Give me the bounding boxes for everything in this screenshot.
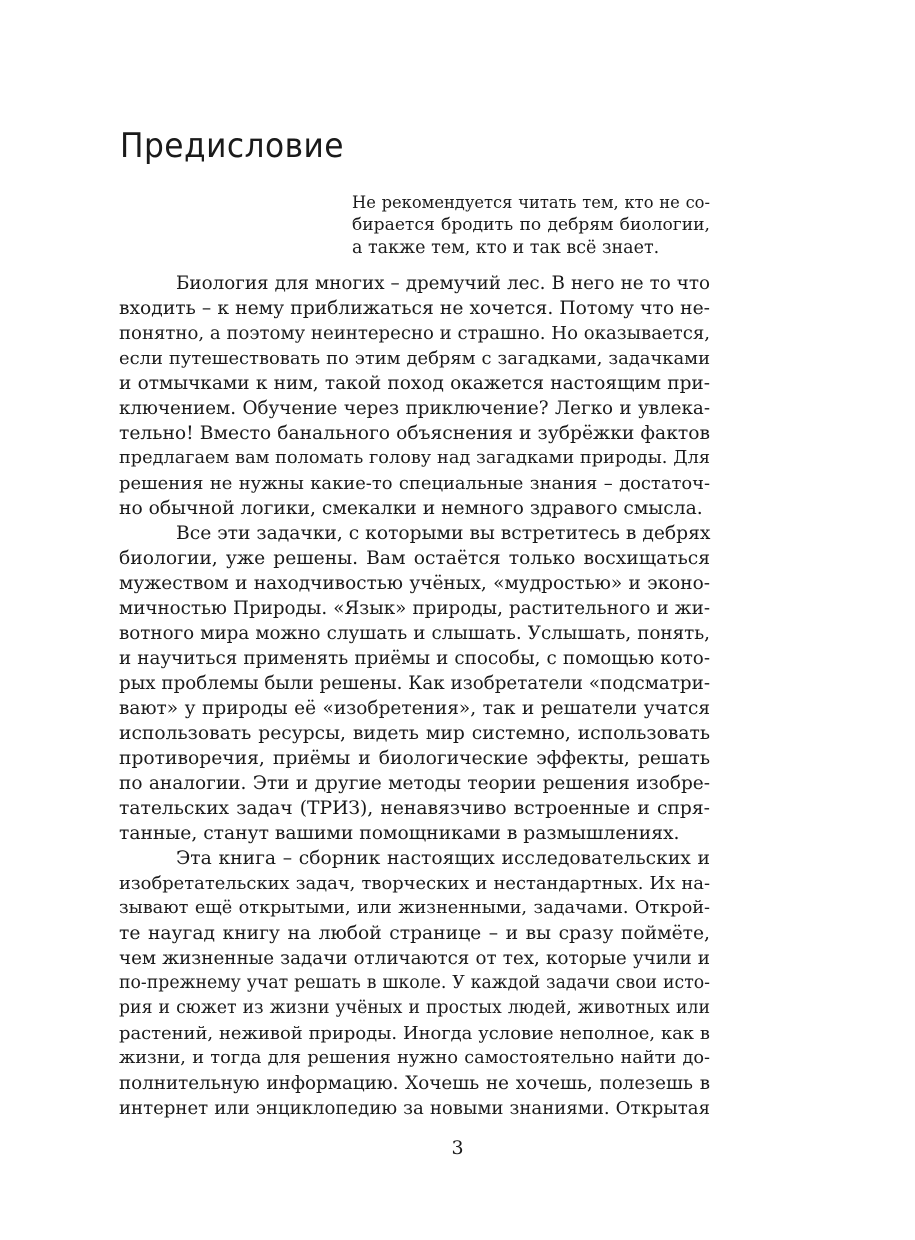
text-line: мужеством и находчивостью учёных, «мудростью» и эконо-	[119, 573, 710, 594]
text-line: Все эти задачки, с которыми вы встретитесь в дебрях	[176, 523, 711, 544]
epigraph-line: а также тем, кто и так всё знает.	[352, 238, 660, 258]
text-line: рия и сюжет из жизни учёных и простых людей, животных или	[119, 998, 710, 1018]
text-line: вают» у природы её «изобретения», так и решатели учатся	[119, 698, 710, 719]
text-line: полнительную информацию. Хочешь не хочешь, полезешь в	[119, 1073, 710, 1094]
text-line: растений, неживой природы. Иногда условие неполное, как в	[119, 1023, 710, 1044]
text-line: по-прежнему учат решать в школе. У каждой задачи свои исто-	[119, 973, 710, 993]
text-line: Биология для многих – дремучий лес. В него не то что	[176, 273, 710, 294]
text-line: тельно! Вместо банального объяснения и зубрёжки фактов	[119, 423, 710, 444]
text-line: вотного мира можно слушать и слышать. Услышать, понять,	[119, 623, 710, 644]
text-line: зывают ещё открытыми, или жизненными, задачами. Открой-	[119, 898, 710, 918]
text-line: изобретательских задач, творческих и нестандартных. Их на-	[119, 873, 710, 894]
text-line: использовать ресурсы, видеть мир системно, использовать	[119, 723, 710, 744]
text-line: если путешествовать по этим дебрям с загадками, задачками	[119, 348, 710, 369]
text-line: чем жизненные задачи отличаются от тех, которые учили и	[119, 948, 710, 969]
page-number: 3	[451, 1137, 464, 1159]
body-text	[119, 271, 710, 1121]
text-line: Эта книга – сборник настоящих исследовательских и	[176, 848, 710, 869]
text-line: рых проблемы были решены. Как изобретатели «подсматри-	[119, 673, 710, 694]
text-line: интернет или энциклопедию за новыми знаниями. Открытая	[119, 1098, 710, 1119]
text-line: биологии, уже решены. Вам остаётся только восхищаться	[119, 548, 710, 569]
text-line: ключением. Обучение через приключение? Легко и увлека-	[119, 398, 710, 419]
epigraph-line: бирается бродить по дебрям биологии,	[352, 215, 710, 235]
text-line: входить – к нему приближаться не хочется. Потому что не-	[119, 298, 710, 319]
text-line: жизни, и тогда для решения нужно самостоятельно найти до-	[119, 1048, 710, 1068]
chapter-title: Предисловие	[120, 126, 344, 166]
text-line: и научиться применять приёмы и способы, с помощью кото-	[119, 648, 710, 669]
text-line: те наугад книгу на любой странице – и вы сразу поймёте,	[119, 923, 710, 944]
epigraph	[352, 191, 710, 260]
text-line: мичностью Природы. «Язык» природы, растительного и жи-	[119, 598, 710, 619]
text-line: тательских задач (ТРИЗ), ненавязчиво встроенные и спря-	[119, 798, 710, 819]
text-line: но обычной логики, смекалки и немного здравого смысла.	[119, 498, 703, 519]
text-line: решения не нужны какие-то специальные знания – достаточ-	[119, 473, 710, 494]
text-line: понятно, а поэтому неинтересно и страшно. Но оказывается,	[119, 323, 710, 344]
text-line: противоречия, приёмы и биологические эффекты, решать	[119, 748, 710, 769]
text-line: по аналогии. Эти и другие методы теории решения изобре-	[119, 773, 710, 794]
text-line: и отмычками к ним, такой поход окажется настоящим при-	[119, 373, 710, 394]
epigraph-line: Не рекомендуется читать тем, кто не со-	[352, 193, 710, 212]
text-line: предлагаем вам поломать голову над загадками природы. Для	[119, 448, 710, 468]
text-line: танные, станут вашими помощниками в размышлениях.	[119, 823, 680, 844]
